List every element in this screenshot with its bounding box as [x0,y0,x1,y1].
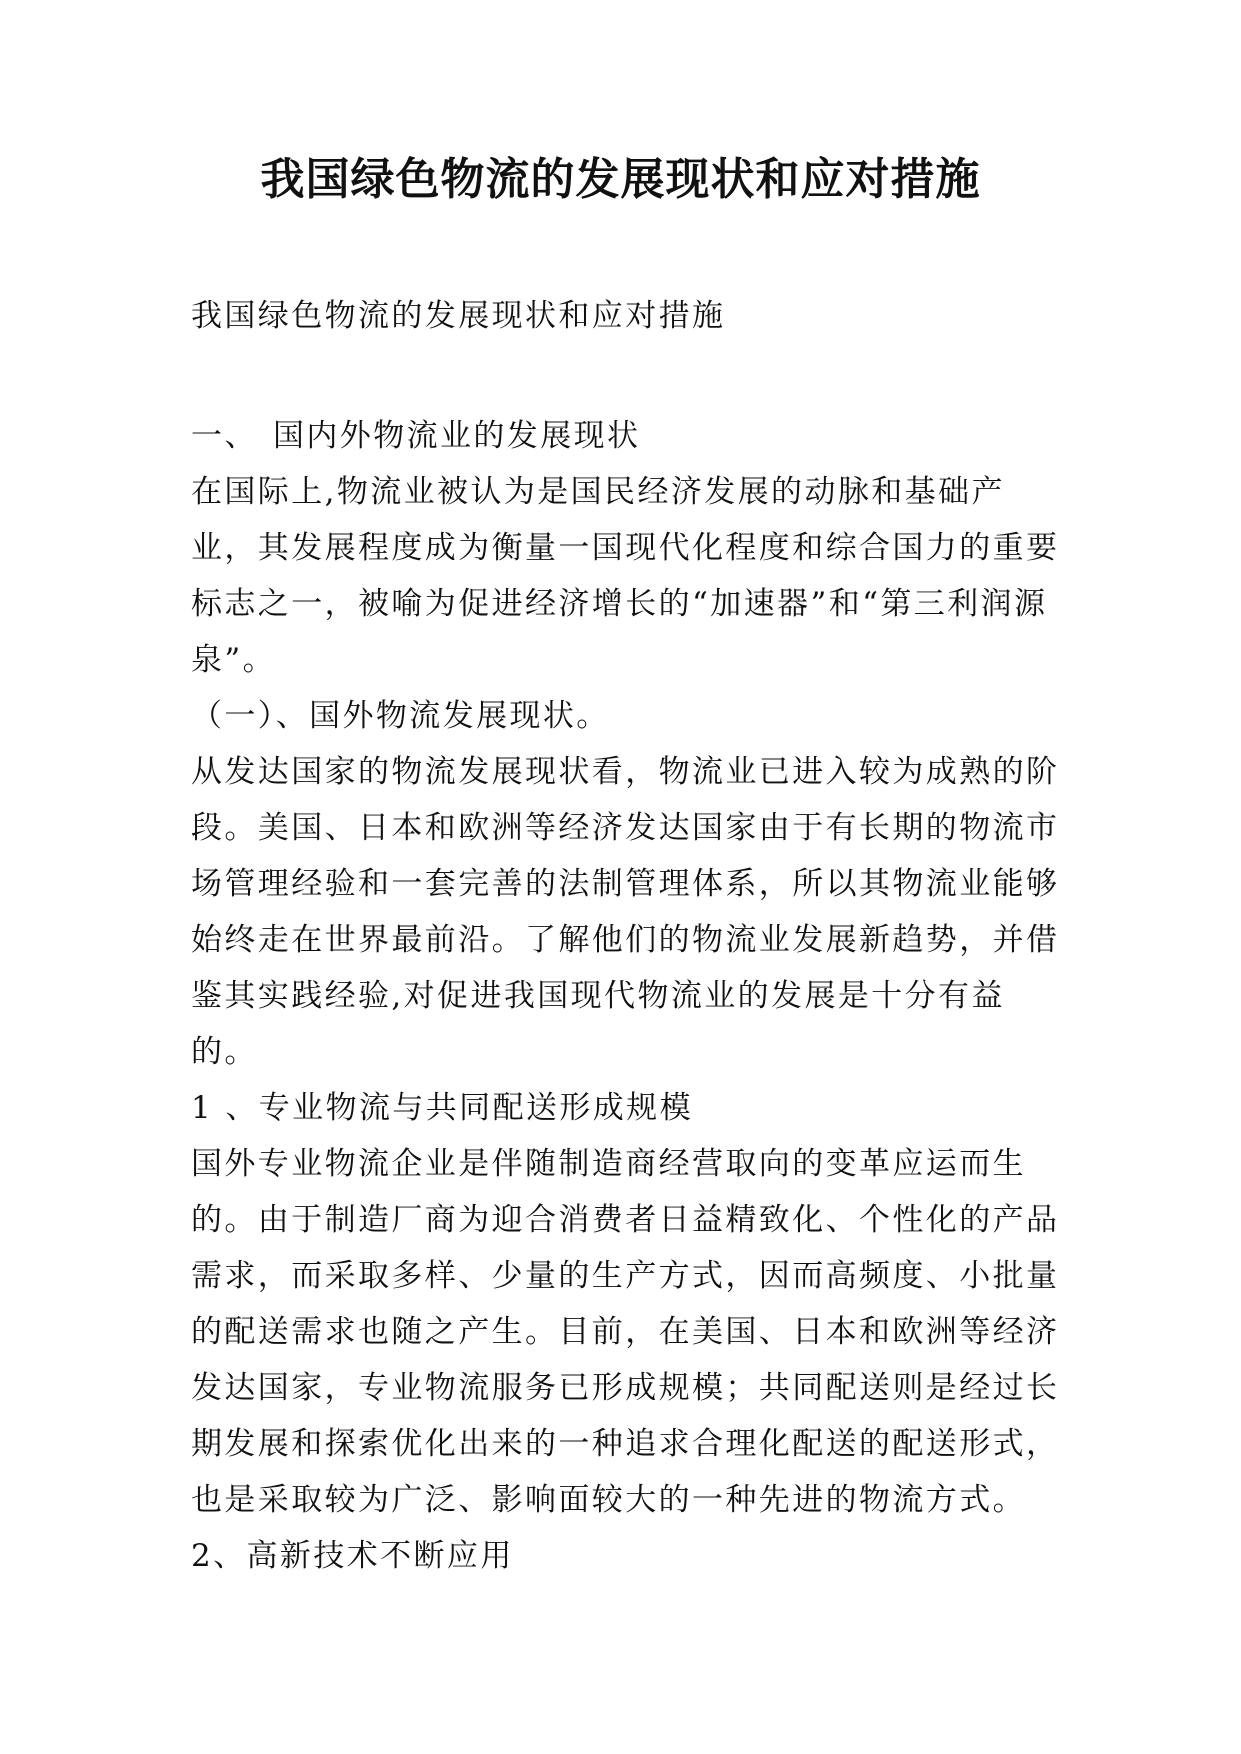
paragraph-1: 在国际上,物流业被认为是国民经济发展的动脉和基础产业，其发展程度成为衡量一国现代化程度和综合国力的重要标志之一，被喻为促进经济增长的“加速器”和“第三利润源泉”。 [191,474,1060,678]
item-heading-1: 1 、专业物流与共同配送形成规模 [191,1090,693,1126]
document-title: 我国绿色物流的发展现状和应对措施 [260,154,981,205]
section-heading-text: 国内外物流业的发展现状 [273,418,641,454]
document-body [191,288,1071,1584]
paragraph-2: 从发达国家的物流发展现状看，物流业已进入较为成熟的阶段。美国、日本和欧洲等经济发达国家由于有长期的物流市场管理经验和一套完善的法制管理体系，所以其物流业能够始终走在世界最前沿。了解他们的物流业发展新趋势，并借鉴其实践经验,对促进我国现代物流业的发展是十分有益的。 [191,754,1060,1070]
spacer [191,344,1071,408]
section-heading [191,408,1071,464]
paragraph-3: 国外专业物流企业是伴随制造商经营取向的变革应运而生的。由于制造厂商为迎合消费者日益精致化、个性化的产品需求，而采取多样、少量的生产方式，因而高频度、小批量的配送需求也随之产生。目前，在美国、日本和欧洲等经济发达国家，专业物流服务已形成规模；共同配送则是经过长期发展和探索优化出来的一种追求合理化配送的配送形式，也是采取较为广泛、影响面较大的一种先进的物流方式。 [191,1146,1060,1518]
document-subtitle: 我国绿色物流的发展现状和应对措施 [191,298,726,334]
section-number: 一、 [191,418,258,454]
item-heading-2: 2、高新技术不断应用 [191,1538,514,1574]
subsection-heading: （一）、国外物流发展现状。 [191,698,610,734]
